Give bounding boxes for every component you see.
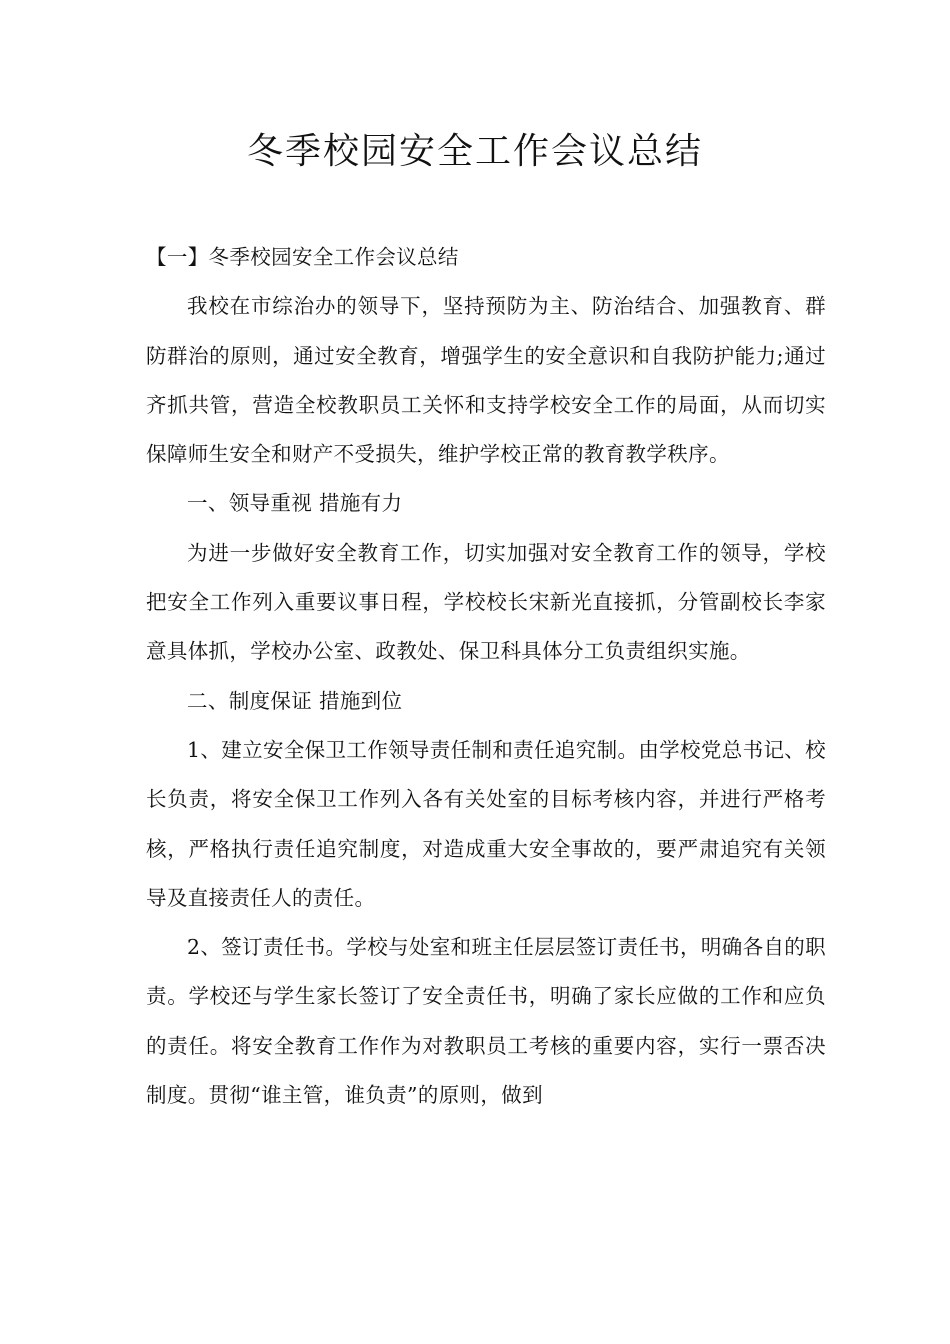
- document-body: [146, 233, 826, 1120]
- section-one-paragraph: 为进一步做好安全教育工作，切实加强对安全教育工作的领导，学校把安全工作列入重要议事日程，学校校长宋新光直接抓，分管副校长李家意具体抓，学校办公室、政教处、保卫科具体分工负责组织实施。: [146, 540, 826, 664]
- section-two-heading: 二、制度保证 措施到位: [187, 688, 403, 713]
- item-two-paragraph: 2、签订责任书。学校与处室和班主任层层签订责任书，明确各自的职责。学校还与学生家长签订了安全责任书，明确了家长应做的工作和应负的责任。将安全教育工作作为对教职员工考核的重要内容，实行一票否决制度。贯彻“谁主管，谁负责”的原则，做到: [146, 935, 826, 1108]
- section-heading: 【一】冬季校园安全工作会议总结: [146, 245, 459, 269]
- intro-paragraph: 我校在市综治办的领导下，坚持预防为主、防治结合、加强教育、群防群治的原则，通过安全教育，增强学生的安全意识和自我防护能力;通过齐抓共管，营造全校教职员工关怀和支持学校安全工作的局面，从而切实保障师生安全和财产不受损失，维护学校正常的教育教学秩序。: [146, 294, 826, 467]
- item-one-paragraph: 1、建立安全保卫工作领导责任制和责任追究制。由学校党总书记、校长负责，将安全保卫工作列入各有关处室的目标考核内容，并进行严格考核，严格执行责任追究制度，对造成重大安全事故的，要严肃追究有关领导及直接责任人的责任。: [146, 737, 826, 910]
- document-title: 冬季校园安全工作会议总结: [246, 131, 703, 172]
- section-one-heading: 一、领导重视 措施有力: [187, 491, 403, 516]
